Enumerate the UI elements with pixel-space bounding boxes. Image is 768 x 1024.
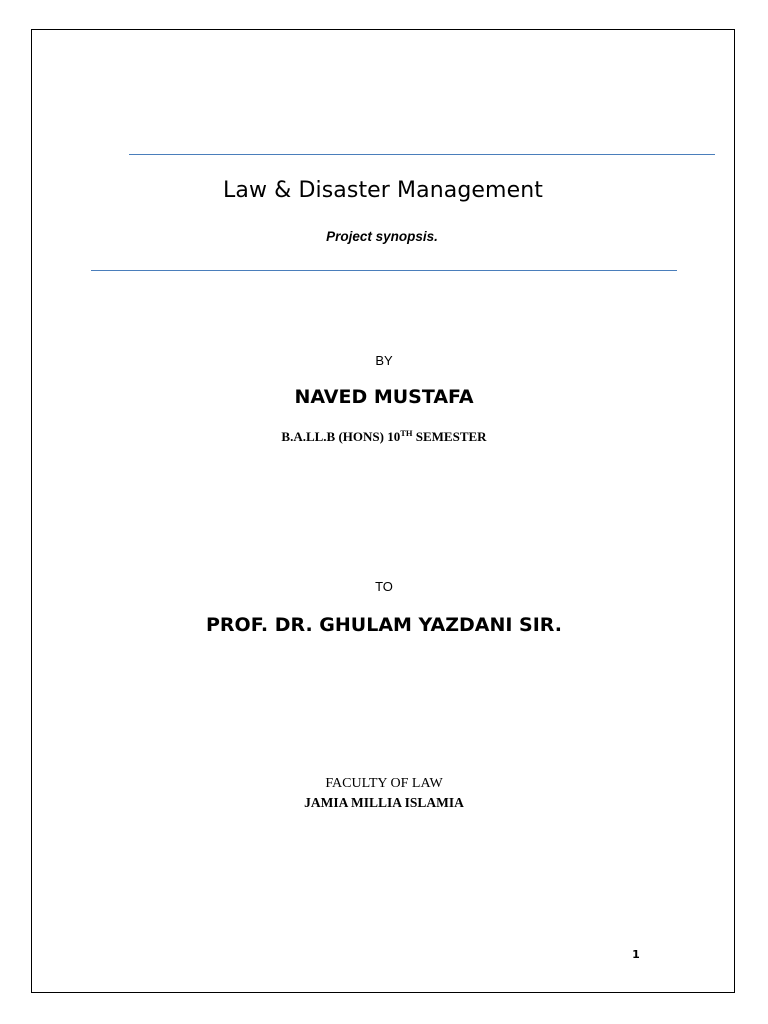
faculty-name: FACULTY OF LAW (325, 776, 443, 791)
recipient-name: PROF. DR. GHULAM YAZDANI SIR. (205, 614, 562, 636)
degree-ordinal-superscript: TH (400, 428, 413, 438)
degree-prefix: B.A.LL.B (HONS) 10 (281, 429, 401, 444)
author-degree (0, 429, 768, 445)
degree-suffix: SEMESTER (412, 429, 487, 444)
page-number: 1 (632, 948, 640, 961)
by-label: BY (375, 353, 393, 368)
author-name: NAVED MUSTAFA (294, 386, 474, 408)
title-top-rule (129, 154, 715, 155)
university-name: JAMIA MILLIA ISLAMIA (304, 795, 464, 810)
to-label: TO (375, 579, 393, 594)
title-bottom-rule (91, 270, 677, 271)
document-subtitle: Project synopsis. (326, 229, 438, 244)
document-title: Law & Disaster Management (223, 178, 543, 203)
page-border (31, 29, 735, 993)
